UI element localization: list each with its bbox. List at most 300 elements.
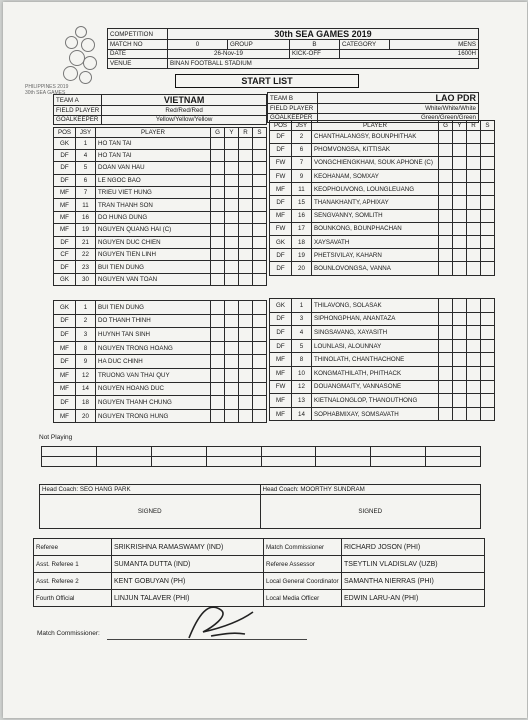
stat-cell: [239, 341, 253, 355]
jersey: 30: [76, 273, 96, 285]
player-name: NGUYEN HOANG DUC: [96, 382, 211, 396]
position: DF: [54, 314, 76, 328]
stat-cell: [225, 249, 239, 261]
jersey: 11: [292, 183, 312, 196]
stat-cell: [253, 249, 267, 261]
stat-cell: [239, 249, 253, 261]
stat-cell: [253, 211, 267, 223]
stat-cell: [453, 196, 467, 209]
team-b-goalkeeper-label: GOALKEEPER: [268, 113, 318, 123]
position: GK: [270, 299, 292, 313]
stat-cell: [211, 341, 225, 355]
player-row: [270, 209, 495, 222]
stat-cell: [467, 339, 481, 353]
position: FW: [270, 156, 292, 169]
stat-cell: [239, 328, 253, 342]
column-header-jsy: JSY: [292, 121, 312, 131]
team-b-goalkeeper-kit: Green/Green/Green: [318, 113, 479, 123]
column-header-g: G: [211, 128, 225, 138]
stat-cell: [453, 262, 467, 275]
stat-cell: [481, 407, 495, 421]
stat-cell: [481, 209, 495, 222]
stat-cell: [439, 380, 453, 394]
player-name: THINOLATH, CHANTHACHONE: [312, 353, 439, 367]
player-name: THILAVONG, SOLASAK: [312, 299, 439, 313]
position: MF: [270, 394, 292, 408]
stat-cell: [481, 339, 495, 353]
official-role: Asst. Referee 2: [34, 573, 112, 590]
player-name: BOUNKONG, BOUNPHACHAN: [312, 222, 439, 235]
official-row: [34, 556, 485, 573]
player-row: [54, 341, 267, 355]
jersey: 5: [76, 162, 96, 174]
player-name: VONGCHIENGKHAM, SOUK APHONE (C): [312, 156, 439, 169]
stat-cell: [211, 273, 225, 285]
player-row: [270, 366, 495, 380]
column-header-player: PLAYER: [312, 121, 439, 131]
stat-cell: [467, 170, 481, 183]
stat-cell: [467, 130, 481, 143]
player-row: [270, 312, 495, 326]
stat-cell: [439, 143, 453, 156]
stat-cell: [439, 353, 453, 367]
column-header-player: PLAYER: [96, 128, 211, 138]
player-row: [270, 249, 495, 262]
position: MF: [54, 368, 76, 382]
match-commissioner-signature-label: Match Commissioner:: [37, 630, 100, 637]
official-name: TSEYTLIN VLADISLAV (UZB): [342, 556, 485, 573]
player-name: KEOPHOUVONG, LOUNGLEUANG: [312, 183, 439, 196]
jersey: 14: [76, 382, 96, 396]
jersey: 17: [292, 222, 312, 235]
stat-cell: [467, 143, 481, 156]
match-no: 0: [168, 40, 228, 50]
stat-cell: [211, 328, 225, 342]
player-name: HA DUC CHINH: [96, 355, 211, 369]
player-name: PHOMVONGSA, KITTISAK: [312, 143, 439, 156]
stat-cell: [225, 211, 239, 223]
stat-cell: [481, 196, 495, 209]
stat-cell: [481, 353, 495, 367]
column-header-g: G: [439, 121, 453, 131]
jersey: 1: [292, 299, 312, 313]
stat-cell: [211, 187, 225, 199]
stat-cell: [253, 162, 267, 174]
stat-cell: [453, 143, 467, 156]
handwritten-signature: [181, 598, 261, 646]
jersey: 21: [76, 236, 96, 248]
stat-cell: [439, 222, 453, 235]
stat-cell: [481, 156, 495, 169]
team-b-starting-list: [269, 120, 495, 276]
position: DF: [270, 312, 292, 326]
official-role: Referee: [34, 539, 112, 556]
head-coach-team-b: Head Coach: MOORTHY SUNDRAM: [260, 485, 481, 495]
jersey: 1: [76, 301, 96, 315]
position: MF: [54, 211, 76, 223]
jersey: 13: [292, 394, 312, 408]
stat-cell: [211, 162, 225, 174]
player-name: SOPHABMIXAY, SOMSAVATH: [312, 407, 439, 421]
stat-cell: [253, 368, 267, 382]
stat-cell: [481, 130, 495, 143]
stat-cell: [481, 380, 495, 394]
match-no-label: MATCH NO: [108, 40, 168, 50]
position: DF: [54, 355, 76, 369]
player-name: NGUYEN VAN TOAN: [96, 273, 211, 285]
player-row: [54, 249, 267, 261]
head-coach-table: [39, 484, 481, 529]
jersey: 8: [76, 341, 96, 355]
not-playing-table: [41, 446, 481, 467]
official-name: SUMANTA DUTTA (IND): [112, 556, 264, 573]
stat-cell: [453, 209, 467, 222]
official-role: Fourth Official: [34, 590, 112, 607]
player-row: [270, 156, 495, 169]
stat-cell: [211, 368, 225, 382]
stat-cell: [453, 366, 467, 380]
stat-cell: [239, 236, 253, 248]
column-header-s: S: [253, 128, 267, 138]
stat-cell: [253, 236, 267, 248]
position: DF: [54, 261, 76, 273]
player-row: [54, 396, 267, 410]
jersey: 2: [292, 130, 312, 143]
player-name: DO HUNG DUNG: [96, 211, 211, 223]
player-name: BOUNLOVONGSA, VANNA: [312, 262, 439, 275]
player-row: [54, 211, 267, 223]
stat-cell: [239, 224, 253, 236]
player-row: [270, 394, 495, 408]
stat-cell: [253, 174, 267, 186]
team-a-substitutes-list: [53, 300, 267, 423]
team-a-label: TEAM A: [54, 95, 102, 106]
player-name: TRUONG VAN THAI QUY: [96, 368, 211, 382]
player-name: SENGVANNY, SOMLITH: [312, 209, 439, 222]
stat-cell: [253, 187, 267, 199]
jersey: 9: [76, 355, 96, 369]
position: DF: [270, 339, 292, 353]
position: CF: [54, 249, 76, 261]
column-header-pos: POS: [270, 121, 292, 131]
jersey: 8: [292, 353, 312, 367]
official-name: RICHARD JOSON (PHI): [342, 539, 485, 556]
stat-cell: [467, 394, 481, 408]
stat-cell: [439, 183, 453, 196]
position: MF: [54, 341, 76, 355]
player-name: BUI TIEN DUNG: [96, 301, 211, 315]
team-a-name: VIETNAM: [102, 95, 267, 106]
player-row: [54, 355, 267, 369]
jersey: 20: [292, 262, 312, 275]
stat-cell: [453, 407, 467, 421]
stat-cell: [239, 355, 253, 369]
player-row: [54, 174, 267, 186]
official-role: Local Media Officer: [264, 590, 342, 607]
stat-cell: [481, 394, 495, 408]
jersey: 4: [76, 149, 96, 161]
jersey: 22: [76, 249, 96, 261]
stat-cell: [439, 299, 453, 313]
stat-cell: [453, 299, 467, 313]
stat-cell: [211, 396, 225, 410]
player-name: XAYSAVATH: [312, 236, 439, 249]
stat-cell: [225, 341, 239, 355]
position: DF: [54, 236, 76, 248]
stat-cell: [211, 199, 225, 211]
player-name: HO TAN TAI: [96, 137, 211, 149]
position: DF: [54, 149, 76, 161]
stat-cell: [211, 355, 225, 369]
jersey: 10: [292, 366, 312, 380]
position: DF: [270, 196, 292, 209]
stat-cell: [453, 130, 467, 143]
stat-cell: [239, 149, 253, 161]
jersey: 11: [76, 199, 96, 211]
stat-cell: [467, 249, 481, 262]
jersey: 4: [292, 326, 312, 340]
player-row: [270, 262, 495, 275]
team-b-substitutes-list: [269, 298, 495, 421]
position: DF: [54, 162, 76, 174]
official-name: SAMANTHA NIERRAS (PHI): [342, 573, 485, 590]
stat-cell: [211, 409, 225, 423]
player-name: CHANTHALANGSY, BOUNPHITHAK: [312, 130, 439, 143]
position: MF: [270, 366, 292, 380]
player-name: LE NGOC BAO: [96, 174, 211, 186]
stat-cell: [453, 170, 467, 183]
player-row: [270, 196, 495, 209]
position: FW: [270, 222, 292, 235]
position: DF: [270, 262, 292, 275]
stat-cell: [481, 143, 495, 156]
stat-cell: [253, 409, 267, 423]
player-name: NGUYEN QUANG HAI (C): [96, 224, 211, 236]
jersey: 19: [76, 224, 96, 236]
stat-cell: [239, 174, 253, 186]
stat-cell: [239, 187, 253, 199]
stat-cell: [239, 261, 253, 273]
team-a-goalkeeper-kit: Yellow/Yellow/Yellow: [102, 115, 267, 125]
not-playing-label: Not Playing: [39, 434, 73, 441]
position: MF: [54, 187, 76, 199]
jersey: 9: [292, 170, 312, 183]
stat-cell: [467, 236, 481, 249]
match-header-table: [107, 28, 479, 69]
official-role: Referee Assessor: [264, 556, 342, 573]
head-coach-b-signed: SIGNED: [260, 494, 481, 528]
start-list-title: START LIST: [176, 75, 359, 88]
official-name: EDWIN LARU-AN (PHI): [342, 590, 485, 607]
category-label: CATEGORY: [340, 40, 390, 50]
stat-cell: [481, 183, 495, 196]
stat-cell: [467, 366, 481, 380]
position: FW: [270, 170, 292, 183]
player-row: [270, 236, 495, 249]
stat-cell: [467, 222, 481, 235]
player-row: [54, 273, 267, 285]
jersey: 23: [76, 261, 96, 273]
player-row: [54, 224, 267, 236]
stat-cell: [239, 162, 253, 174]
player-row: [54, 162, 267, 174]
group-label: GROUP: [228, 40, 290, 50]
sea-games-logo: [57, 26, 109, 90]
stat-cell: [225, 355, 239, 369]
stat-cell: [481, 236, 495, 249]
player-name: NGUYEN TRONG HUNG: [96, 409, 211, 423]
stat-cell: [239, 211, 253, 223]
player-name: TRAN THANH SON: [96, 199, 211, 211]
jersey: 3: [76, 328, 96, 342]
player-row: [54, 314, 267, 328]
stat-cell: [439, 209, 453, 222]
position: GK: [54, 137, 76, 149]
team-b-field-player-label: FIELD PLAYER: [268, 104, 318, 114]
stat-cell: [253, 314, 267, 328]
stat-cell: [467, 196, 481, 209]
head-coach-team-a: Head Coach: SEO HANG PARK: [40, 485, 261, 495]
stat-cell: [211, 301, 225, 315]
start-list-sheet: [3, 2, 527, 718]
player-row: [54, 382, 267, 396]
venue-label: VENUE: [108, 59, 168, 69]
stat-cell: [439, 312, 453, 326]
jersey: 5: [292, 339, 312, 353]
player-row: [54, 149, 267, 161]
team-b-name: LAO PDR: [318, 93, 479, 104]
position: DF: [54, 328, 76, 342]
stat-cell: [253, 224, 267, 236]
stat-cell: [439, 407, 453, 421]
stat-cell: [239, 273, 253, 285]
team-b-header: [267, 92, 479, 123]
stat-cell: [467, 209, 481, 222]
jersey: 15: [292, 196, 312, 209]
stat-cell: [211, 261, 225, 273]
player-row: [270, 407, 495, 421]
jersey: 12: [292, 380, 312, 394]
column-header-y: Y: [225, 128, 239, 138]
position: MF: [270, 353, 292, 367]
stat-cell: [253, 137, 267, 149]
stat-cell: [211, 174, 225, 186]
stat-cell: [211, 224, 225, 236]
player-name: SINGSAVANG, XAYASITH: [312, 326, 439, 340]
stat-cell: [453, 156, 467, 169]
position: MF: [270, 407, 292, 421]
stat-cell: [467, 312, 481, 326]
team-a-field-player-kit: Red/Red/Red: [102, 106, 267, 116]
stat-cell: [439, 236, 453, 249]
column-header-s: S: [481, 121, 495, 131]
player-row: [54, 261, 267, 273]
player-row: [270, 183, 495, 196]
stat-cell: [225, 301, 239, 315]
position: MF: [54, 382, 76, 396]
official-name: SRIKRISHNA RAMASWAMY (IND): [112, 539, 264, 556]
player-name: NGUYEN TRONG HOANG: [96, 341, 211, 355]
position: DF: [270, 326, 292, 340]
player-name: SIPHONGPHAN, ANANTAZA: [312, 312, 439, 326]
stat-cell: [439, 366, 453, 380]
stat-cell: [253, 199, 267, 211]
stat-cell: [225, 149, 239, 161]
column-header-r: R: [467, 121, 481, 131]
stat-cell: [467, 407, 481, 421]
stat-cell: [467, 299, 481, 313]
competition-name: 30th SEA GAMES 2019: [168, 29, 479, 40]
stat-cell: [225, 174, 239, 186]
jersey: 18: [76, 396, 96, 410]
stat-cell: [439, 394, 453, 408]
stat-cell: [439, 249, 453, 262]
stat-cell: [467, 156, 481, 169]
player-row: [270, 339, 495, 353]
stat-cell: [253, 328, 267, 342]
category-value: MENS: [390, 40, 479, 50]
team-a-starting-list: [53, 127, 267, 286]
stat-cell: [453, 222, 467, 235]
venue-value: BINAN FOOTBALL STADIUM: [168, 59, 479, 69]
player-row: [270, 143, 495, 156]
official-role: Asst. Referee 1: [34, 556, 112, 573]
jersey: 16: [292, 209, 312, 222]
position: MF: [54, 199, 76, 211]
jersey: 7: [292, 156, 312, 169]
stat-cell: [211, 382, 225, 396]
stat-cell: [239, 396, 253, 410]
player-row: [270, 353, 495, 367]
stat-cell: [481, 312, 495, 326]
stat-cell: [225, 162, 239, 174]
stat-cell: [211, 314, 225, 328]
position: FW: [270, 380, 292, 394]
stat-cell: [481, 366, 495, 380]
position: GK: [54, 273, 76, 285]
stat-cell: [453, 312, 467, 326]
stat-cell: [225, 137, 239, 149]
logo-caption: PHILIPPINES 2019 30th SEA GAMES: [25, 84, 69, 96]
player-row: [270, 299, 495, 313]
player-row: [54, 409, 267, 423]
stat-cell: [253, 382, 267, 396]
stat-cell: [225, 368, 239, 382]
kickoff-label: KICK-OFF: [290, 49, 340, 59]
stat-cell: [453, 339, 467, 353]
stat-cell: [481, 222, 495, 235]
stat-cell: [225, 224, 239, 236]
stat-cell: [467, 380, 481, 394]
stat-cell: [439, 262, 453, 275]
stat-cell: [481, 262, 495, 275]
stat-cell: [253, 341, 267, 355]
player-name: KONGMATHILATH, PHITHACK: [312, 366, 439, 380]
stat-cell: [467, 326, 481, 340]
stat-cell: [225, 187, 239, 199]
official-name: LINJUN TALAVER (PHI): [112, 590, 264, 607]
player-name: THANAKHANTY, APHIXAY: [312, 196, 439, 209]
player-name: KIETNALONGLOP, THANOUTHONG: [312, 394, 439, 408]
stat-cell: [225, 261, 239, 273]
stat-cell: [253, 273, 267, 285]
position: GK: [54, 301, 76, 315]
stat-cell: [211, 211, 225, 223]
stat-cell: [239, 301, 253, 315]
stat-cell: [467, 262, 481, 275]
jersey: 6: [76, 174, 96, 186]
group-value: B: [290, 40, 340, 50]
